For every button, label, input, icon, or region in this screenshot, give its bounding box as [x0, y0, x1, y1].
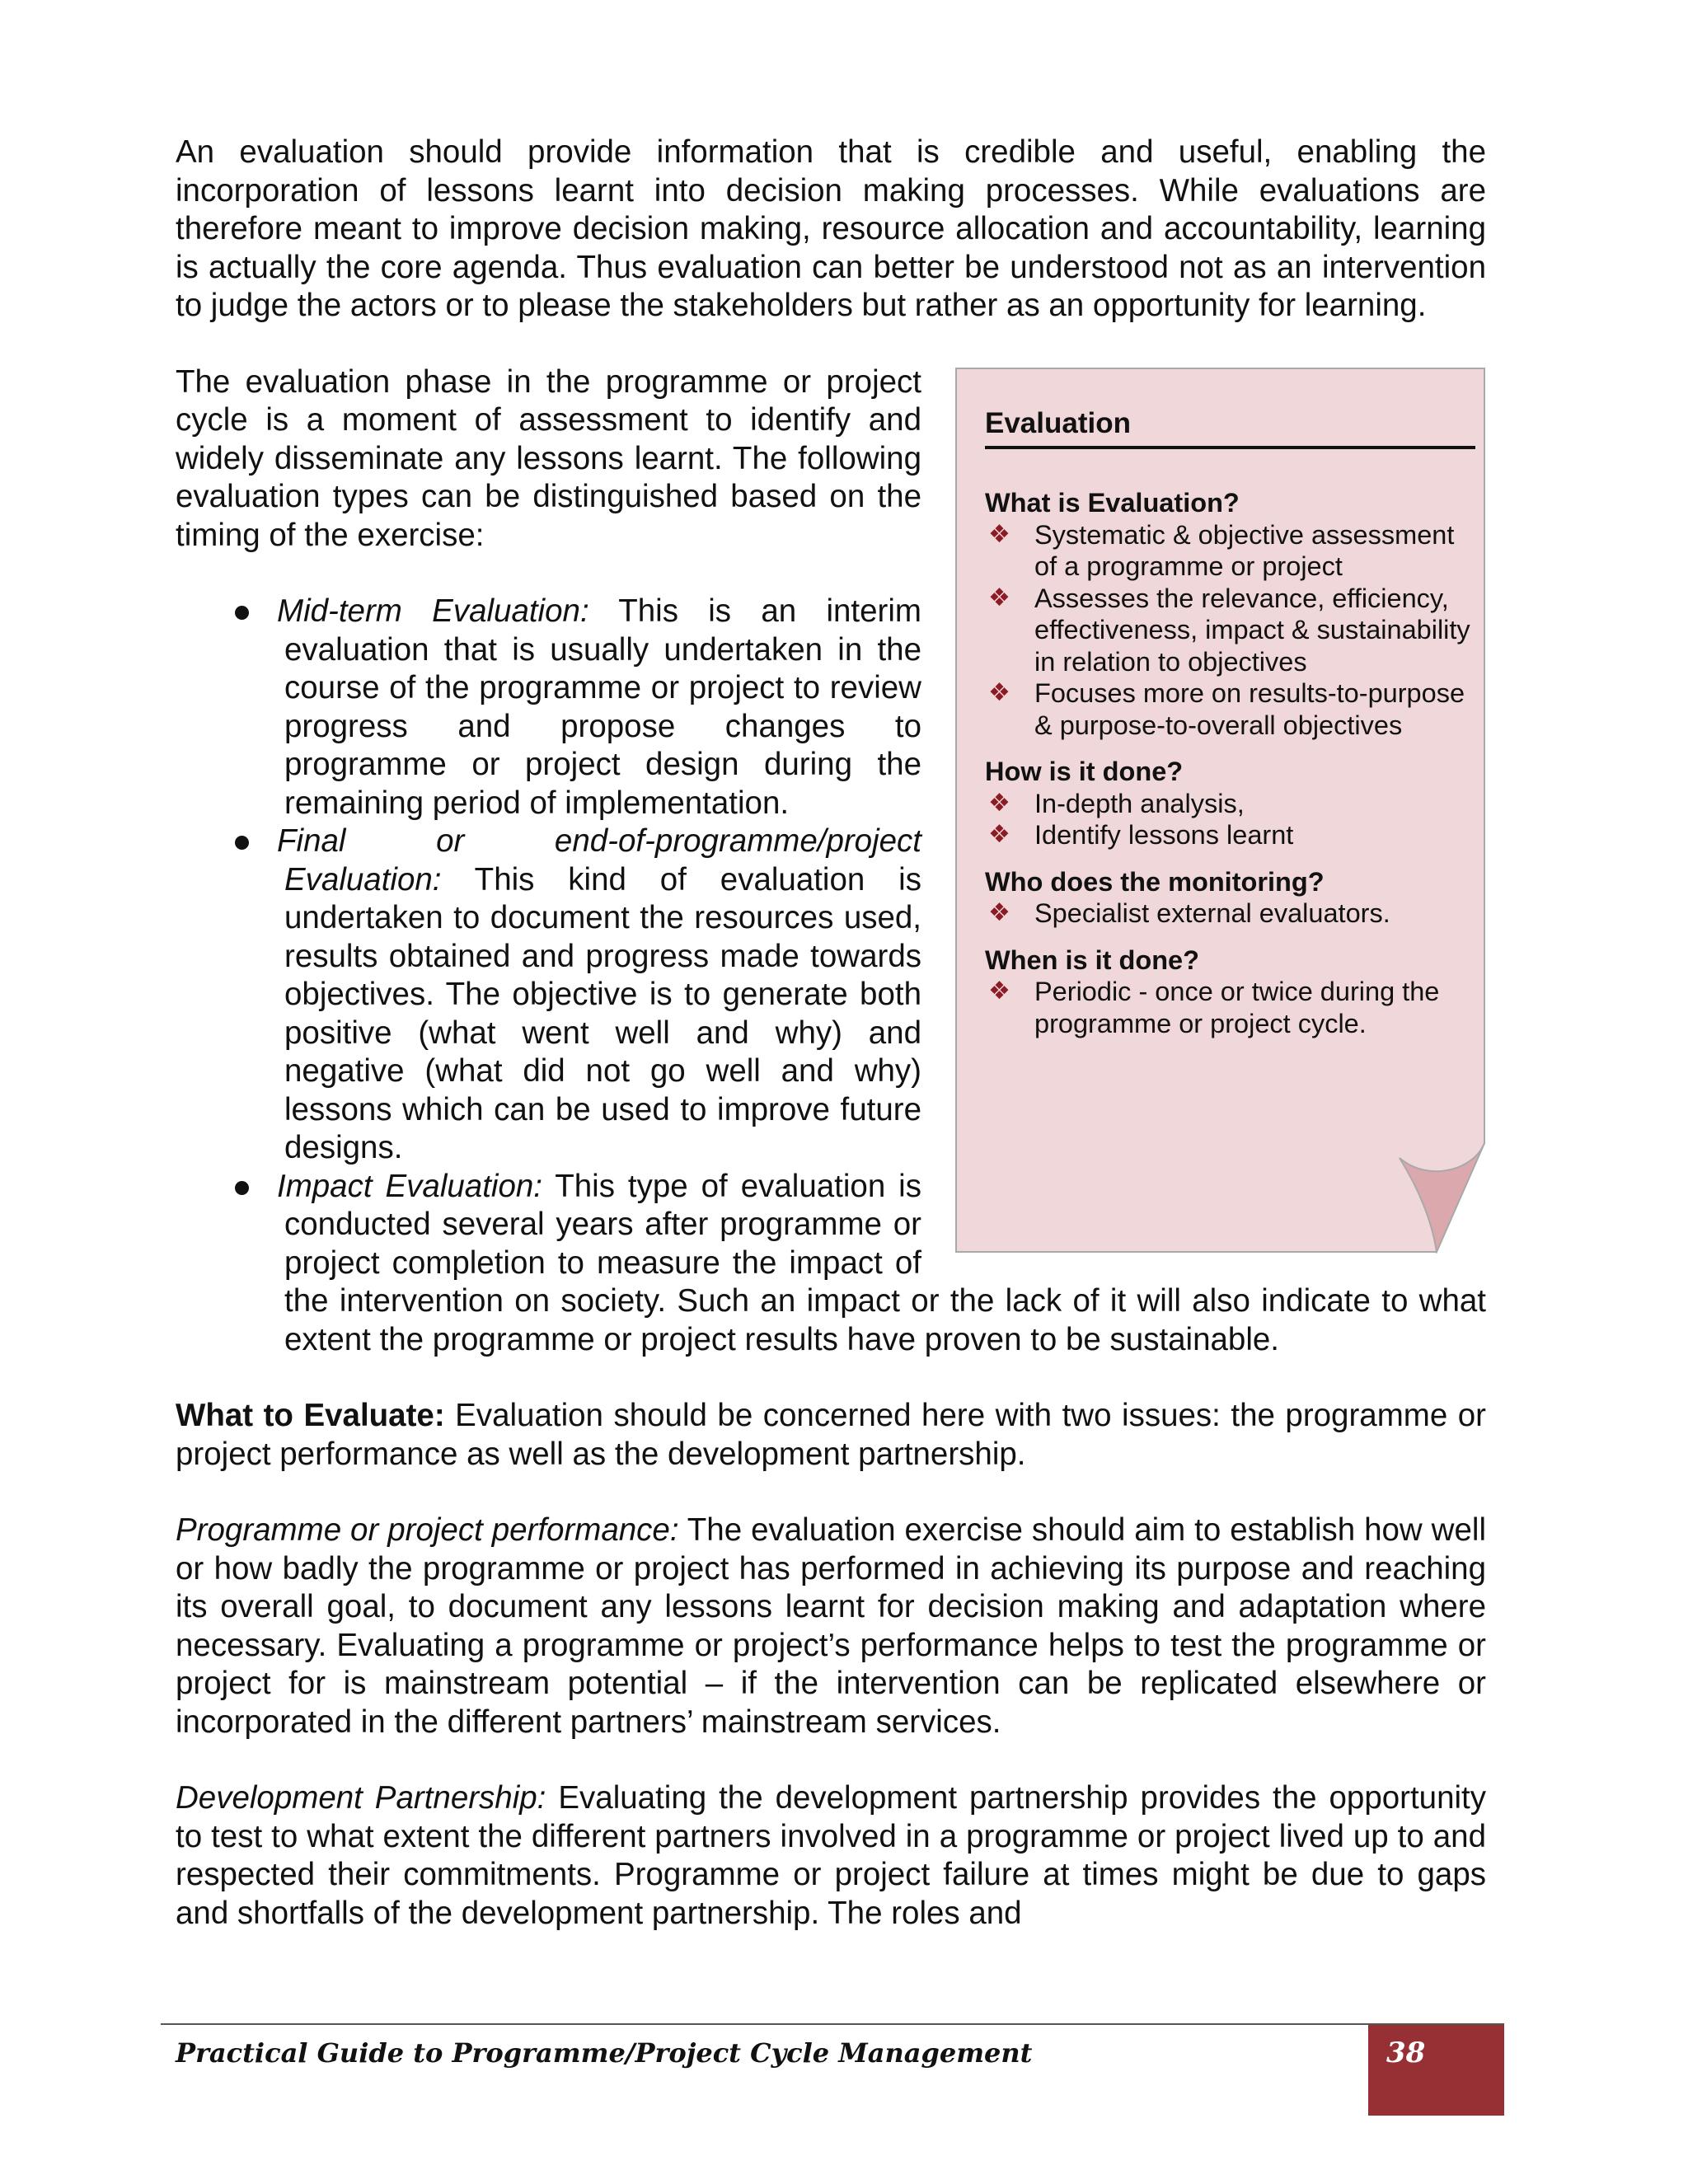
- box-heading-when: When is it done?: [985, 944, 1199, 975]
- list-item: ❖ Identify lessons learnt: [988, 820, 1294, 850]
- list-item: ❖ In-depth analysis,: [988, 788, 1245, 818]
- list-item: ❖ Specialist external evaluators.: [988, 898, 1390, 928]
- box-heading-what: What is Evaluation?: [985, 488, 1240, 518]
- paragraph-evaluation-phase: The evaluation phase in the programme or project cycle is a moment of assessment to identify and widely disseminate any lessons learnt. The following evaluation types can be distinguished based on the timing of the exercise:: [176, 363, 921, 553]
- diamond-bullet-icon: ❖: [988, 821, 1010, 848]
- diamond-bullet-icon: ❖: [988, 520, 1010, 548]
- diamond-bullet-icon: ❖: [988, 977, 1010, 1005]
- list-item: Impact Evaluation: This type of evaluation is conducted several years after programme or project completion to measure the impact of the intervention on society. Such an impact or the lack of it will also indicate to what extent the programme or project results have proven to be sustainable.: [176, 1168, 1486, 1360]
- list-item: Final or end-of-programme/project Evaluation: This kind of evaluation is undertaken to document the resources used, results obtained and progress made towards objectives. The objective is to generate both positive (what went well and why) and negative (what did not go well and why) lessons which can be used to improve future designs.: [176, 823, 1486, 1168]
- page-body: [176, 134, 1486, 1933]
- box-title: Evaluation: [985, 408, 1475, 450]
- list-item: ❖ Focuses more on results-to-purpose & purpose-to-overall objectives: [988, 678, 1465, 740]
- list-item: ❖ Assesses the relevance, efficiency, effectiveness, impact & sustainability in relation to objectives: [988, 583, 1470, 677]
- box-heading-how: How is it done?: [985, 757, 1184, 786]
- lead-heading: Development Partnership:: [176, 1780, 546, 1816]
- paragraph-what-to-evaluate: What to Evaluate: Evaluation should be concerned here with two issues: the programme or project performance as well as the development partnership.: [176, 1398, 1486, 1472]
- bullet-dot-icon: [235, 606, 249, 620]
- bullet-dot-icon: [235, 1181, 249, 1195]
- diamond-bullet-icon: ❖: [988, 679, 1010, 706]
- evaluation-types-list: [176, 593, 1486, 1359]
- lead-heading: Programme or project performance:: [176, 1512, 679, 1548]
- bullet-dot-icon: [235, 836, 249, 850]
- page-number: 38: [1368, 2025, 1504, 2116]
- list-item: ❖ Periodic - once or twice during the programme or project cycle.: [988, 977, 1440, 1038]
- box-heading-who: Who does the monitoring?: [985, 866, 1325, 897]
- diamond-bullet-icon: ❖: [988, 583, 1010, 612]
- paragraph-intro: An evaluation should provide information that is credible and useful, enabling the incorporation of lessons learnt into decision making processes. While evaluations are therefore meant to improve decision making, resource allocation and accountability, learning is actually the core agenda. Thus evaluation can better be understood not as an intervention to judge the actors or to please the stakeholders but rather as an opportunity for learning.: [176, 134, 1486, 323]
- bullet-lead: Impact Evaluation:: [277, 1168, 542, 1204]
- footer-title: Practical Guide to Programme/Project Cycle Management: [176, 2037, 1033, 2069]
- paragraph-programme-performance: Programme or project performance: The evaluation exercise should aim to establish how well or how badly the programme or project has performed in achieving its purpose and reaching its overall goal, to document any lessons learnt for decision making and adaptation where necessary. Evaluating a programme or project’s performance helps to test the programme or project for is mainstream potential – if the intervention can be replicated elsewhere or incorporated in the different partners’ mainstream services.: [176, 1512, 1486, 1740]
- bullet-lead: Final or end-of-programme/project Evaluation:: [277, 823, 921, 898]
- diamond-bullet-icon: ❖: [988, 789, 1010, 817]
- diamond-bullet-icon: ❖: [988, 899, 1010, 926]
- paragraph-development-partnership: Development Partnership: Evaluating the development partnership provides the opportunity to test to what extent the different partners involved in a programme or project lived up to and respected their commitments. Programme or project failure at times might be due to gaps and shortfalls of the development partnership. The roles and: [176, 1780, 1486, 1931]
- lead-heading: What to Evaluate:: [176, 1398, 445, 1433]
- footer-divider: [161, 2023, 1504, 2025]
- list-item: ❖ Systematic & objective assessment of a programme or project: [988, 519, 1455, 581]
- bullet-lead: Mid-term Evaluation:: [277, 593, 589, 629]
- list-item: Mid-term Evaluation: This is an interim evaluation that is usually undertaken in the course of the programme or project to review progress and propose changes to programme or project design during the remaining period of implementation.: [176, 593, 1486, 823]
